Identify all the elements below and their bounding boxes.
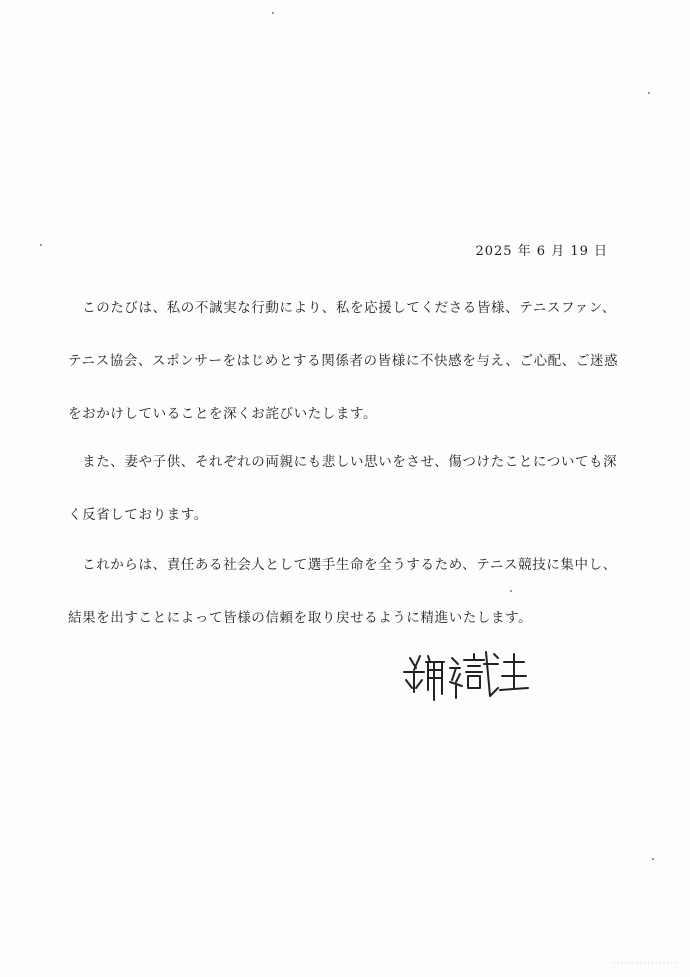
corner-watermark: ················· bbox=[612, 959, 678, 969]
letter-date: 2025 年 6 月 19 日 bbox=[475, 244, 608, 259]
commitment-paragraph: これからは、責任ある社会人として選手生命を全うするため、テニス競技に集中し、結果を出すことによって皆様の信頼を取り戻せるように精進いたします。 bbox=[68, 557, 617, 626]
scan-speck bbox=[648, 92, 650, 94]
apology-paragraph: このたびは、私の不誠実な行動により、私を応援してくださる皆様、テニスファン、テニス協会、スポンサーをはじめとする関係者の皆様に不快感を与え、ご心配、ご迷惑をおかけしていることを深くお詫びいたします。 bbox=[68, 300, 619, 422]
handwritten-signature bbox=[400, 648, 532, 704]
scan-speck bbox=[40, 244, 42, 246]
scan-speck bbox=[652, 858, 654, 860]
reflection-paragraph: また、妻や子供、それぞれの両親にも悲しい思いをさせ、傷つけたことについても深く反省しております。 bbox=[68, 454, 618, 523]
scan-speck bbox=[272, 12, 274, 14]
